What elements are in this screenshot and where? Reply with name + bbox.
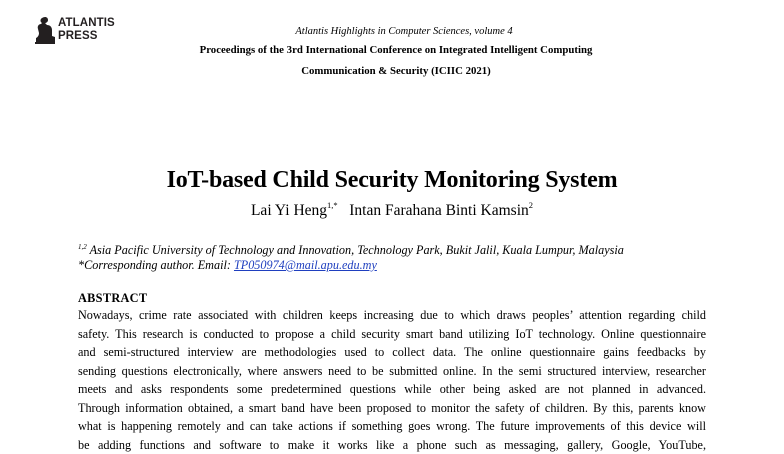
publisher-name-line1: ATLANTIS [58, 17, 115, 30]
affiliation-marks: 1,2 [78, 243, 87, 251]
affiliation-line [78, 243, 624, 258]
abstract-line: sending questions electronically, where answers need to be submitted online. In the semi structured interview, researcher [78, 362, 706, 381]
abstract-line: and semi-structured interview are methodologies used to collect data. The online questionnaire gains feedbacks by [78, 343, 706, 362]
affiliation-block [78, 243, 624, 273]
author-list [0, 202, 784, 220]
author2-marks: 2 [529, 200, 533, 210]
abstract-line: be adding functions and software to make it works like a phone such as messaging, gallery, Google, YouTube, [78, 436, 706, 454]
email-link[interactable]: TP050974@mail.apu.edu.my [234, 258, 377, 272]
author2-name: Intan Farahana Binti Kamsin [349, 202, 529, 219]
publisher-name-line2: PRESS [58, 30, 115, 43]
proceedings-line2: Communication & Security (ICIIC 2021) [4, 65, 784, 77]
abstract-line: Through information obtained, a smart band have been proposed to monitor the safety of children. By this, parents know [78, 399, 706, 418]
abstract-line: meets and asks respondents some predetermined questions while other being asked are not planned in advanced. [78, 380, 706, 399]
abstract-line: what is happening remotely and can take actions if something goes wrong. The future improvements of this device will [78, 417, 706, 436]
abstract-line: Nowadays, crime rate associated with children keeps increasing due to which draws peoples’ attention regarding child [78, 306, 706, 325]
abstract-body [78, 306, 706, 454]
proceedings-line1: Proceedings of the 3rd International Conference on Integrated Intelligent Computing [4, 44, 784, 56]
series-title: Atlantis Highlights in Computer Sciences, volume 4 [12, 26, 784, 37]
author1-name: Lai Yi Heng [251, 202, 327, 219]
author1-marks: 1,* [327, 200, 338, 210]
corresponding-label: *Corresponding author. Email: [78, 258, 234, 272]
abstract-heading: ABSTRACT [78, 291, 147, 306]
abstract-line: safety. This research is conducted to propose a child security smart band utilizing IoT technology. Online questionnaire [78, 325, 706, 344]
affiliation-text: Asia Pacific University of Technology and Innovation, Technology Park, Bukit Jalil, Kuala Lumpur, Malaysia [87, 243, 624, 257]
corresponding-author-line [78, 258, 624, 273]
paper-title: IoT-based Child Security Monitoring System [0, 167, 784, 194]
